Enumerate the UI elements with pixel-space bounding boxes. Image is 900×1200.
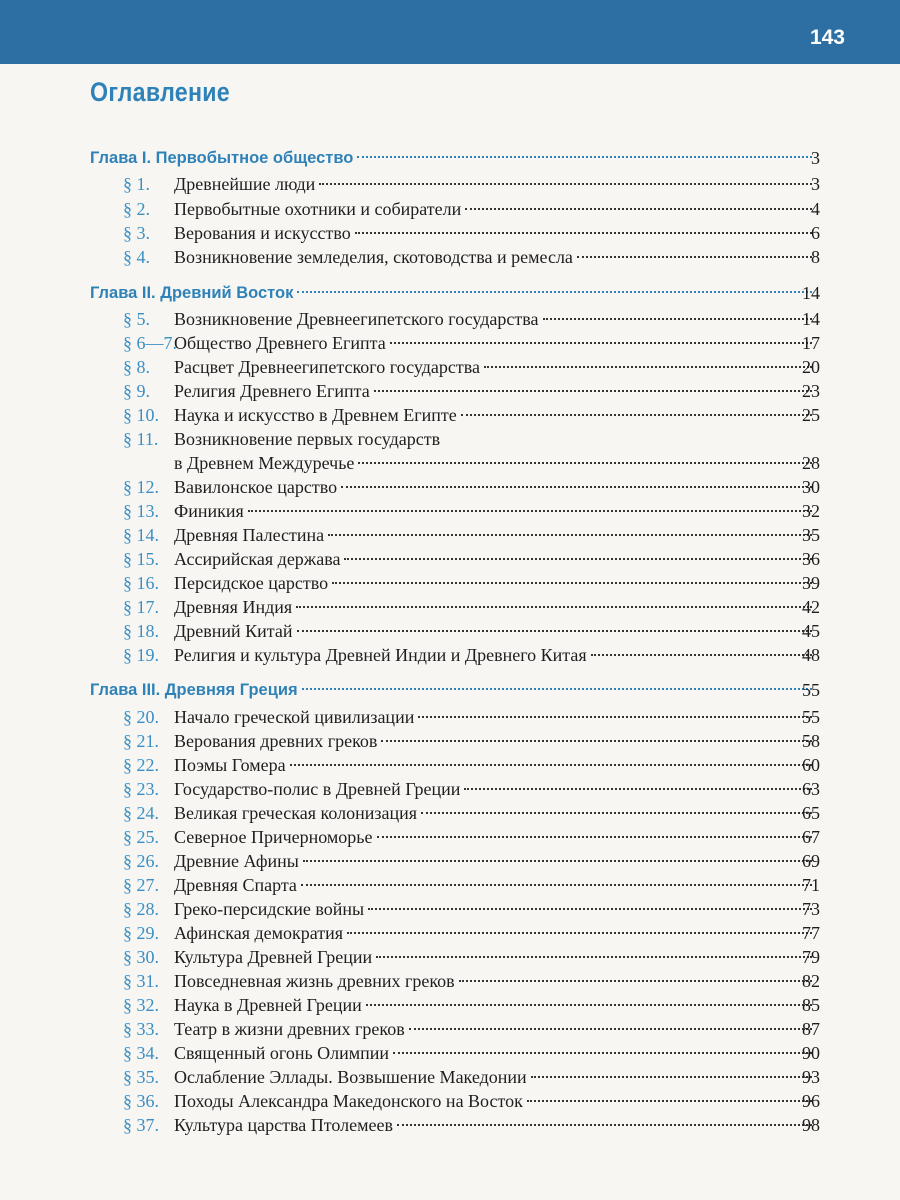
toc-entry[interactable] bbox=[0, 172, 900, 196]
leader-dots bbox=[296, 605, 812, 608]
section-title: Религия и культура Древней Индии и Древнего Китая bbox=[174, 645, 587, 665]
leader-dots bbox=[459, 979, 812, 982]
toc-entry[interactable] bbox=[0, 993, 900, 1017]
section-number: § 23. bbox=[123, 779, 159, 799]
toc-entry[interactable] bbox=[0, 729, 900, 753]
page-ref: 30 bbox=[802, 477, 820, 497]
leader-dots bbox=[577, 255, 812, 258]
section-title: Возникновение Древнеегипетского государства bbox=[174, 309, 539, 329]
toc-entry[interactable] bbox=[0, 595, 900, 619]
page-ref: 25 bbox=[802, 405, 820, 425]
page-ref: 82 bbox=[802, 971, 820, 991]
section-title: Древнейшие люди bbox=[174, 174, 316, 194]
section-title: Наука и искусство в Древнем Египте bbox=[174, 405, 457, 425]
leader-dots bbox=[303, 859, 812, 862]
section-title: Государство-полис в Древней Греции bbox=[174, 779, 461, 799]
section-title: Вавилонское царство bbox=[174, 477, 338, 497]
section-number: § 19. bbox=[123, 645, 159, 665]
section-number: § 31. bbox=[123, 971, 159, 991]
section-number: § 30. bbox=[123, 947, 159, 967]
toc-entry[interactable] bbox=[0, 547, 900, 571]
leader-dots bbox=[297, 629, 812, 632]
toc-entry[interactable] bbox=[0, 221, 900, 245]
leader-dots bbox=[297, 290, 812, 293]
section-title: Древняя Индия bbox=[174, 597, 293, 617]
chapter-title: Глава I. Первобытное общество bbox=[90, 149, 354, 167]
leader-dots bbox=[461, 413, 812, 416]
section-number: § 32. bbox=[123, 995, 159, 1015]
section-title: Поэмы Гомера bbox=[174, 755, 286, 775]
toc-entry[interactable] bbox=[0, 355, 900, 379]
toc-entry[interactable] bbox=[0, 753, 900, 777]
section-title: Финикия bbox=[174, 501, 244, 521]
section-title: Ослабление Эллады. Возвышение Македонии bbox=[174, 1067, 527, 1087]
section-number: § 28. bbox=[123, 899, 159, 919]
section-title: Повседневная жизнь древних греков bbox=[174, 971, 455, 991]
leader-dots bbox=[290, 763, 812, 766]
section-number: § 14. bbox=[123, 525, 159, 545]
section-title: Ассирийская держава bbox=[174, 549, 341, 569]
toc-entry[interactable] bbox=[0, 523, 900, 547]
leader-dots bbox=[332, 581, 812, 584]
leader-dots bbox=[409, 1027, 812, 1030]
toc-entry[interactable] bbox=[0, 921, 900, 945]
section-title: Священный огонь Олимпии bbox=[174, 1043, 390, 1063]
page-ref: 71 bbox=[802, 875, 820, 895]
leader-dots bbox=[248, 509, 812, 512]
leader-dots bbox=[328, 533, 812, 536]
page-ref: 20 bbox=[802, 357, 820, 377]
page-ref: 79 bbox=[802, 947, 820, 967]
leader-dots bbox=[421, 811, 812, 814]
leader-dots bbox=[366, 1003, 812, 1006]
toc-entry[interactable] bbox=[0, 1041, 900, 1065]
leader-dots bbox=[301, 883, 812, 886]
section-number: § 12. bbox=[123, 477, 159, 497]
toc-entry[interactable] bbox=[0, 801, 900, 825]
page-ref: 90 bbox=[802, 1043, 820, 1063]
page-ref: 32 bbox=[802, 501, 820, 521]
section-title: Верования древних греков bbox=[174, 731, 378, 751]
toc-entry[interactable] bbox=[0, 427, 900, 451]
toc-entry[interactable] bbox=[0, 331, 900, 355]
section-title-line1: Возникновение первых государств bbox=[174, 429, 441, 449]
section-title: Первобытные охотники и собиратели bbox=[174, 199, 462, 219]
section-number: § 6—7. bbox=[123, 333, 177, 353]
section-title: Походы Александра Македонского на Восток bbox=[174, 1091, 523, 1111]
page-ref: 3 bbox=[811, 174, 820, 194]
toc-entry[interactable] bbox=[0, 1065, 900, 1089]
page-ref: 55 bbox=[802, 680, 820, 700]
section-title: Северное Причерноморье bbox=[174, 827, 373, 847]
section-title: Великая греческая колонизация bbox=[174, 803, 417, 823]
section-title: Древний Китай bbox=[174, 621, 293, 641]
toc-entry[interactable] bbox=[0, 945, 900, 969]
page-ref: 93 bbox=[802, 1067, 820, 1087]
section-title: Древняя Палестина bbox=[174, 525, 325, 545]
toc-entry[interactable] bbox=[0, 897, 900, 921]
toc-entry[interactable] bbox=[0, 825, 900, 849]
toc-entry[interactable] bbox=[0, 197, 900, 221]
leader-dots bbox=[344, 557, 812, 560]
section-title: Древняя Спарта bbox=[174, 875, 297, 895]
toc-entry[interactable] bbox=[0, 705, 900, 729]
section-number: § 17. bbox=[123, 597, 159, 617]
toc-entry[interactable] bbox=[0, 1113, 900, 1137]
section-number: § 33. bbox=[123, 1019, 159, 1039]
leader-dots bbox=[531, 1075, 812, 1078]
page-ref: 85 bbox=[802, 995, 820, 1015]
toc-entry[interactable] bbox=[0, 643, 900, 667]
toc-entry[interactable] bbox=[0, 849, 900, 873]
section-title: Наука в Древней Греции bbox=[174, 995, 362, 1015]
section-title: Начало греческой цивилизации bbox=[174, 707, 415, 727]
chapter-title: Глава II. Древний Восток bbox=[90, 284, 294, 302]
page-ref: 69 bbox=[802, 851, 820, 871]
chapter-row[interactable] bbox=[0, 678, 900, 702]
section-title: Расцвет Древнеегипетского государства bbox=[174, 357, 480, 377]
chapter-title: Глава III. Древняя Греция bbox=[90, 681, 298, 699]
section-number: § 24. bbox=[123, 803, 159, 823]
section-number: § 2. bbox=[123, 199, 150, 219]
section-number: § 37. bbox=[123, 1115, 159, 1135]
page-ref: 35 bbox=[802, 525, 820, 545]
page-ref: 4 bbox=[811, 199, 820, 219]
leader-dots bbox=[397, 1123, 812, 1126]
section-title: Греко-персидские войны bbox=[174, 899, 365, 919]
leader-dots bbox=[355, 231, 812, 234]
leader-dots bbox=[341, 485, 812, 488]
page-ref: 39 bbox=[802, 573, 820, 593]
page-ref: 60 bbox=[802, 755, 820, 775]
section-title: Культура царства Птолемеев bbox=[174, 1115, 393, 1135]
leader-dots bbox=[381, 739, 812, 742]
leader-dots bbox=[319, 182, 812, 185]
leader-dots bbox=[302, 687, 812, 690]
page-ref: 23 bbox=[802, 381, 820, 401]
section-title: Древние Афины bbox=[174, 851, 299, 871]
leader-dots bbox=[368, 907, 812, 910]
section-number: § 4. bbox=[123, 247, 150, 267]
toc-entry[interactable] bbox=[0, 619, 900, 643]
page-ref: 98 bbox=[802, 1115, 820, 1135]
leader-dots bbox=[543, 317, 812, 320]
toc-entry[interactable] bbox=[0, 873, 900, 897]
toc-entry[interactable] bbox=[0, 1017, 900, 1041]
leader-dots bbox=[358, 461, 812, 464]
page-title: Оглавление bbox=[90, 77, 230, 107]
toc-entry[interactable] bbox=[0, 475, 900, 499]
toc-entry[interactable] bbox=[0, 245, 900, 269]
toc-entry[interactable] bbox=[0, 969, 900, 993]
section-number: § 11. bbox=[123, 429, 159, 449]
page-ref: 63 bbox=[802, 779, 820, 799]
page-ref: 14 bbox=[802, 283, 820, 303]
section-number: § 21. bbox=[123, 731, 159, 751]
section-number: § 35. bbox=[123, 1067, 159, 1087]
section-number: § 18. bbox=[123, 621, 159, 641]
leader-dots bbox=[377, 835, 813, 838]
section-title: Верования и искусство bbox=[174, 223, 351, 243]
section-title: Религия Древнего Египта bbox=[174, 381, 370, 401]
toc-entry[interactable] bbox=[0, 307, 900, 331]
page-number: 143 bbox=[809, 26, 845, 49]
leader-dots bbox=[376, 955, 812, 958]
section-title: Общество Древнего Египта bbox=[174, 333, 386, 353]
page-ref: 96 bbox=[802, 1091, 820, 1111]
section-number: § 8. bbox=[123, 357, 150, 377]
section-number: § 27. bbox=[123, 875, 159, 895]
toc-entry[interactable] bbox=[0, 1089, 900, 1113]
leader-dots bbox=[527, 1099, 812, 1102]
leader-dots bbox=[484, 365, 812, 368]
toc-entry[interactable] bbox=[0, 571, 900, 595]
page-ref: 36 bbox=[802, 549, 820, 569]
page-ref: 6 bbox=[811, 223, 820, 243]
page-ref: 42 bbox=[802, 597, 820, 617]
leader-dots bbox=[393, 1051, 812, 1054]
section-number: § 1. bbox=[123, 174, 150, 194]
page-ref: 77 bbox=[802, 923, 820, 943]
section-number: § 26. bbox=[123, 851, 159, 871]
section-number: § 9. bbox=[123, 381, 150, 401]
leader-dots bbox=[357, 155, 812, 158]
leader-dots bbox=[390, 341, 812, 344]
page-ref: 45 bbox=[802, 621, 820, 641]
leader-dots bbox=[347, 931, 812, 934]
page-ref: 87 bbox=[802, 1019, 820, 1039]
page-ref: 17 bbox=[802, 333, 820, 353]
chapter-row[interactable] bbox=[0, 281, 900, 305]
section-number: § 16. bbox=[123, 573, 159, 593]
page-ref: 14 bbox=[802, 309, 820, 329]
page-ref: 58 bbox=[802, 731, 820, 751]
page-ref: 48 bbox=[802, 645, 820, 665]
leader-dots bbox=[465, 207, 812, 210]
section-number: § 34. bbox=[123, 1043, 159, 1063]
section-number: § 13. bbox=[123, 501, 159, 521]
leader-dots bbox=[591, 653, 812, 656]
leader-dots bbox=[374, 389, 812, 392]
toc-entry-continued[interactable] bbox=[0, 451, 900, 475]
section-number: § 25. bbox=[123, 827, 159, 847]
section-number: § 5. bbox=[123, 309, 150, 329]
toc-entry[interactable] bbox=[0, 777, 900, 801]
toc-entry[interactable] bbox=[0, 379, 900, 403]
section-title: Афинская демократия bbox=[174, 923, 344, 943]
toc-entry[interactable] bbox=[0, 499, 900, 523]
section-number: § 3. bbox=[123, 223, 150, 243]
page-ref: 3 bbox=[811, 148, 820, 168]
section-title: Персидское царство bbox=[174, 573, 329, 593]
section-title: Театр в жизни древних греков bbox=[174, 1019, 405, 1039]
section-number: § 36. bbox=[123, 1091, 159, 1111]
section-title: Возникновение земледелия, скотоводства и ремесла bbox=[174, 247, 573, 267]
section-number: § 22. bbox=[123, 755, 159, 775]
page-ref: 28 bbox=[802, 453, 820, 473]
leader-dots bbox=[464, 787, 812, 790]
section-title: в Древнем Междуречье bbox=[174, 453, 355, 473]
section-title: Культура Древней Греции bbox=[174, 947, 373, 967]
page-ref: 73 bbox=[802, 899, 820, 919]
page-ref: 65 bbox=[802, 803, 820, 823]
section-number: § 20. bbox=[123, 707, 159, 727]
chapter-row[interactable] bbox=[0, 146, 900, 170]
section-number: § 15. bbox=[123, 549, 159, 569]
page-ref: 67 bbox=[802, 827, 820, 847]
page-ref: 55 bbox=[802, 707, 820, 727]
toc-entry[interactable] bbox=[0, 403, 900, 427]
leader-dots bbox=[418, 715, 812, 718]
page-ref: 8 bbox=[811, 247, 820, 267]
section-number: § 29. bbox=[123, 923, 159, 943]
section-number: § 10. bbox=[123, 405, 159, 425]
